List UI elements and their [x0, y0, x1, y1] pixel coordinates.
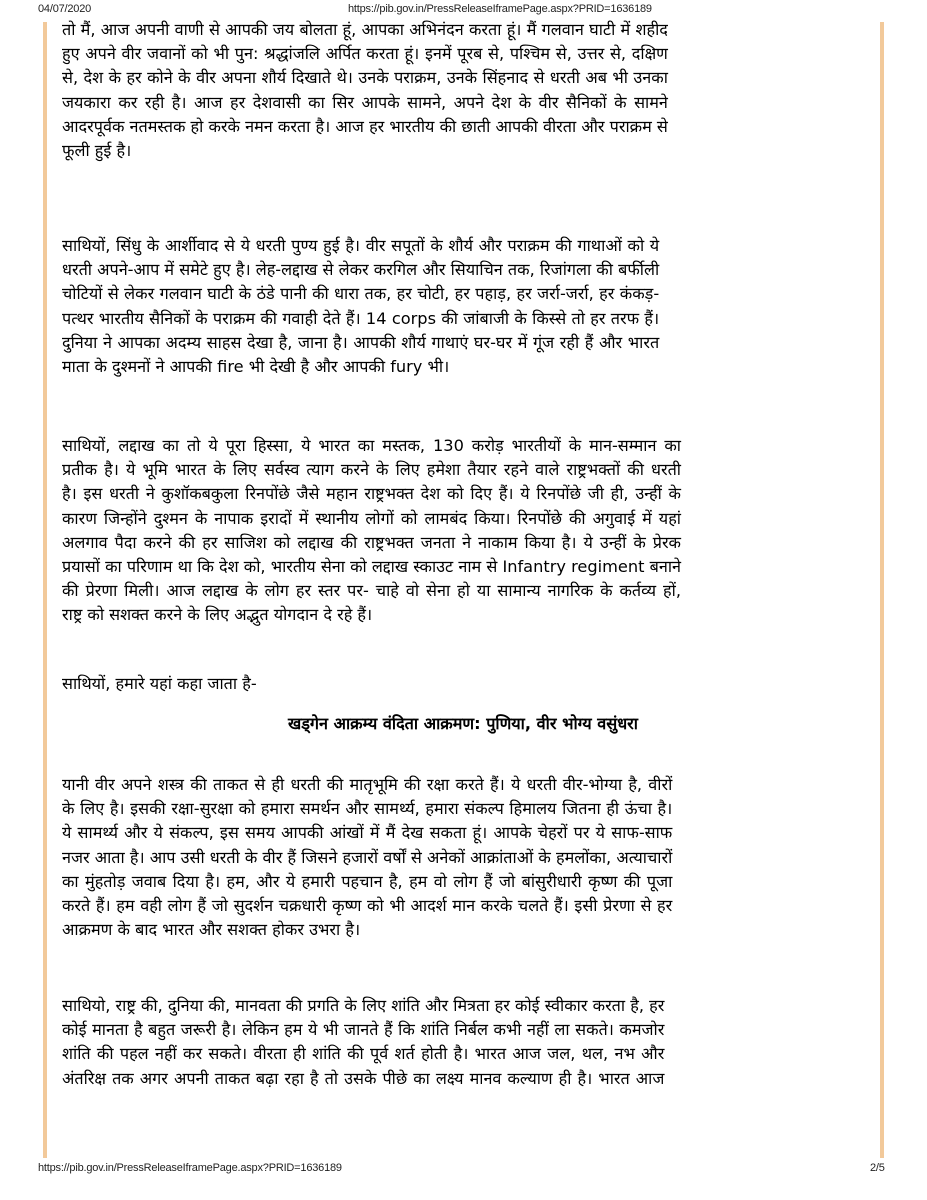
text-line: राष्ट्र को सशक्त करने के लिए अद्भुत योगदान दे रहे हैं।	[62, 605, 373, 625]
paragraph-veer-bhogya	[62, 773, 672, 942]
page-number: 2/5	[870, 1162, 885, 1174]
text-line: तो मैं, आज अपनी वाणी से आपकी जय बोलता हूं, आपका अभिनंदन करता हूं। मैं गलवान घाटी में शहीद	[62, 20, 668, 39]
text-line: साथियों, लद्दाख का तो ये पूरा हिस्सा, ये भारत का मस्तक, 130 करोड़ भारतीयों के मान-सम्मान का	[62, 436, 681, 455]
text-line: की प्रेरणा मिली। आज लद्दाख के लोग हर स्तर पर- चाहे वो सेना हो या सामान्य नागरिक के कर्तव्य हों,	[62, 581, 681, 601]
text-line: आक्रमण के बाद भारत और सशक्त होकर उभरा है।	[62, 920, 361, 940]
page-border-left	[43, 22, 47, 1158]
text-line: जयकारा कर रही है। आज हर देशवासी का सिर आपके सामने, अपने देश के वीर सैनिकों के सामने	[62, 92, 668, 112]
print-footer-url: https://pib.gov.in/PressReleaseIframePage.aspx?PRID=1636189	[38, 1162, 342, 1174]
text-line: चोटियों से लेकर गलवान घाटी के ठंडे पानी की धारा तक, हर चोटी, हर पहाड़, हर जर्रा-जर्रा, हर कंकड़-	[62, 284, 660, 304]
paragraph-tribute	[62, 18, 668, 163]
sanskrit-quote: खड्गेन आक्रम्य वंदिता आक्रमण: पुणिया, वीर भोग्य वसुंधरा	[288, 714, 638, 733]
text-line: दुनिया ने आपका अदम्य साहस देखा है, जाना है। आपकी शौर्य गाथाएं घर-घर में गूंज रही हैं और भारत	[62, 332, 660, 352]
text-line: शांति की पहल नहीं कर सकते। वीरता ही शांति की पूर्व शर्त होती है। भारत आज जल, थल, नभ और	[62, 1044, 665, 1064]
text-line: फूली हुई है।	[62, 141, 132, 161]
text-line: है। इस धरती ने कुशॉकबकुला रिनपोंछे जैसे महान राष्ट्रभक्त देश को दिए हैं। ये रिनपोंछे जी ही, उन्हीं के	[62, 484, 681, 504]
page-border-right	[880, 22, 884, 1158]
text-line: प्रयासों का परिणाम था कि देश को, भारतीय सेना को लद्दाख स्काउट नाम से Infantry regiment बनाने	[62, 557, 681, 577]
text-line: कारण जिन्होंने दुश्मन के नापाक इरादों में स्थानीय लोगों को लामबंद किया। रिनपोंछे की अगुवाई में यहां	[62, 508, 681, 528]
text-line: साथियो, राष्ट्र की, दुनिया की, मानवता की प्रगति के लिए शांति और मित्रता हर कोई स्वीकार करता है, हर	[62, 996, 665, 1015]
print-header-url: https://pib.gov.in/PressReleaseIframePage.aspx?PRID=1636189	[348, 3, 652, 15]
text-line: का मुंहतोड़ जवाब दिया है। हम, और ये हमारी पहचान है, हम वो लोग हैं जो बांसुरीधारी कृष्ण की पूजा	[62, 871, 673, 891]
text-line: माता के दुश्मनों ने आपकी fire भी देखी है और आपकी fury भी।	[62, 357, 450, 377]
text-line: कोई मानता है बहुत जरूरी है। लेकिन हम ये भी जानते हैं कि शांति निर्बल कभी नहीं ला सकते। कमजोर	[62, 1020, 665, 1040]
paragraph-peace	[62, 994, 664, 1091]
text-line: हुए अपने वीर जवानों को भी पुन: श्रद्धांजलि अर्पित करता हूं। इनमें पूरब से, पश्चिम से, उत्तर से, दक्षिण	[62, 44, 668, 64]
text-line: आदरपूर्वक नतमस्तक हो करके नमन करता है। आज हर भारतीय की छाती आपकी वीरता और पराक्रम से	[62, 116, 668, 136]
text-line: साथियों, सिंधु के आर्शीवाद से ये धरती पुण्य हुई है। वीर सपूतों के शौर्य और पराक्रम की गाथाओं को ये	[62, 236, 660, 255]
paragraph-saying-intro	[62, 672, 257, 696]
text-line: धरती अपने-आप में समेटे हुए है। लेह-लद्दाख से लेकर करगिल और सियाचिन तक, रिजांगला की बर्फीली	[62, 260, 660, 280]
text-line: करते हैं। हम वही लोग हैं जो सुदर्शन चक्रधारी कृष्ण को भी आदर्श मान करके चलते हैं। इसी प्रेरणा से हर	[62, 896, 673, 916]
text-line: प्रतीक है। ये भूमि भारत के लिए सर्वस्व त्याग करने के लिए हमेशा तैयार रहने वाले राष्ट्रभक्तों की धरती	[62, 460, 681, 480]
text-line: ये सामर्थ्य और ये संकल्प, इस समय आपकी आंखों में मैं देख सकता हूं। आपके चेहरों पर ये साफ-साफ	[62, 823, 673, 843]
text-line: नजर आता है। आप उसी धरती के वीर हैं जिसने हजारों वर्षों से अनेकों आक्रांताओं के हमलोंका, अत्याचारों	[62, 847, 673, 867]
text-line: पत्थर भारतीय सैनिकों के पराक्रम की गवाही देते हैं। 14 corps की जांबाजी के किस्से तो हर तरफ हैं।	[62, 308, 660, 328]
text-line: अंतरिक्ष तक अगर अपनी ताकत बढ़ा रहा है तो उसके पीछे का लक्ष्य मानव कल्याण ही है। भारत आज	[62, 1068, 665, 1088]
text-line: से, देश के हर कोने के वीर अपना शौर्य दिखाते थे। उनके पराक्रम, उनके सिंहनाद से धरती अब भी उनका	[62, 68, 668, 88]
text-line: अलगाव पैदा करने की हर साजिश को लद्दाख की राष्ट्रभक्त जनता ने नाकाम किया है। ये उन्हीं के प्रेरक	[62, 532, 681, 552]
paragraph-sindhu-blessing	[62, 234, 659, 379]
text-line: के लिए है। इसकी रक्षा-सुरक्षा को हमारा समर्थन और सामर्थ्य, हमारा संकल्प हिमालय जितना ही ऊंचा है।	[62, 799, 673, 819]
paragraph-ladakh	[62, 434, 681, 628]
text-line: यानी वीर अपने शस्त्र की ताकत से ही धरती की मातृभूमि की रक्षा करते हैं। ये धरती वीर-भोग्या है, वीरों	[62, 775, 673, 794]
print-footer	[0, 1162, 927, 1182]
print-date: 04/07/2020	[38, 3, 92, 15]
text-line: साथियों, हमारे यहां कहा जाता है-	[62, 674, 257, 693]
print-header	[0, 0, 927, 20]
